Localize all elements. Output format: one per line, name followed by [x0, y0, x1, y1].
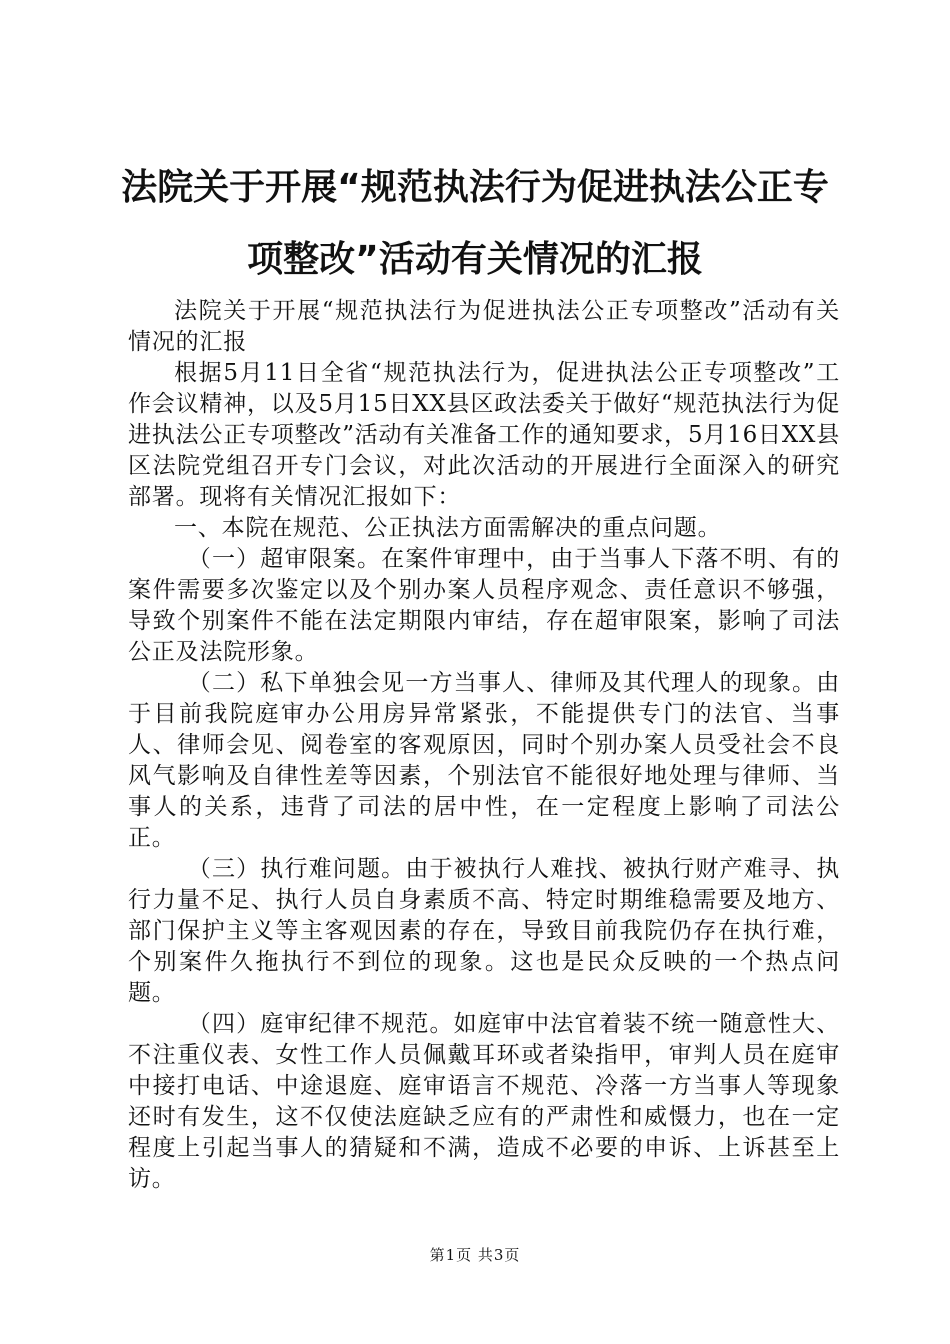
paragraph-intro: 根据5月11日全省“规范执法行为，促进执法公正专项整改”工作会议精神，以及5月15日XX县区政法委关于做好“规范执法行为促进执法公正专项整改”活动有关准备工作的通知要求，5月16日XX县区法院党组召开专门会议，对此次活动的开展进行全面深入的研究部署。现将有关情况汇报如下：: [128, 360, 841, 510]
paragraph-item-4: （四）庭审纪律不规范。如庭审中法官着装不统一随意性大、不注重仪表、女性工作人员佩戴耳环或者染指甲，审判人员在庭审中接打电话、中途退庭、庭审语言不规范、冷落一方当事人等现象还时有发生，这不仅使法庭缺乏应有的严肃性和威慑力，也在一定程度上引起当事人的猜疑和不满，造成不必要的申诉、上诉甚至上访。: [128, 1011, 840, 1192]
document-title: [110, 152, 840, 296]
paragraph-item-1: （一）超审限案。在案件审理中，由于当事人下落不明、有的案件需要多次鉴定以及个别办案人员程序观念、责任意识不够强，导致个别案件不能在法定期限内审结，存在超审限案，影响了司法公正及法院形象。: [128, 546, 840, 665]
title-line-1: 法院关于开展“规范执法行为促进执法公正专: [121, 167, 829, 208]
paragraph-item-3: （三）执行难问题。由于被执行人难找、被执行财产难寻、执行力量不足、执行人员自身素质不高、特定时期维稳需要及地方、部门保护主义等主客观因素的存在，导致目前我院仍存在执行难，个别案件久拖执行不到位的现象。这也是民众反映的一个热点问题。: [128, 856, 840, 1006]
paragraph-heading-repeat: 法院关于开展“规范执法行为促进执法公正专项整改”活动有关情况的汇报: [128, 298, 840, 355]
title-line-2: 项整改”活动有关情况的汇报: [247, 239, 703, 280]
paragraph-item-2: （二）私下单独会见一方当事人、律师及其代理人的现象。由于目前我院庭审办公用房异常紧张，不能提供专门的法官、当事人、律师会见、阅卷室的客观原因，同时个别办案人员受社会不良风气影响及自律性差等因素，个别法官不能很好地处理与律师、当事人的关系，违背了司法的居中性，在一定程度上影响了司法公正。: [128, 670, 840, 851]
paragraph-section-1: 一、本院在规范、公正执法方面需解决的重点问题。: [174, 515, 722, 541]
document-body: [128, 296, 840, 1195]
page-footer: 第1页 共3页: [429, 1246, 521, 1264]
